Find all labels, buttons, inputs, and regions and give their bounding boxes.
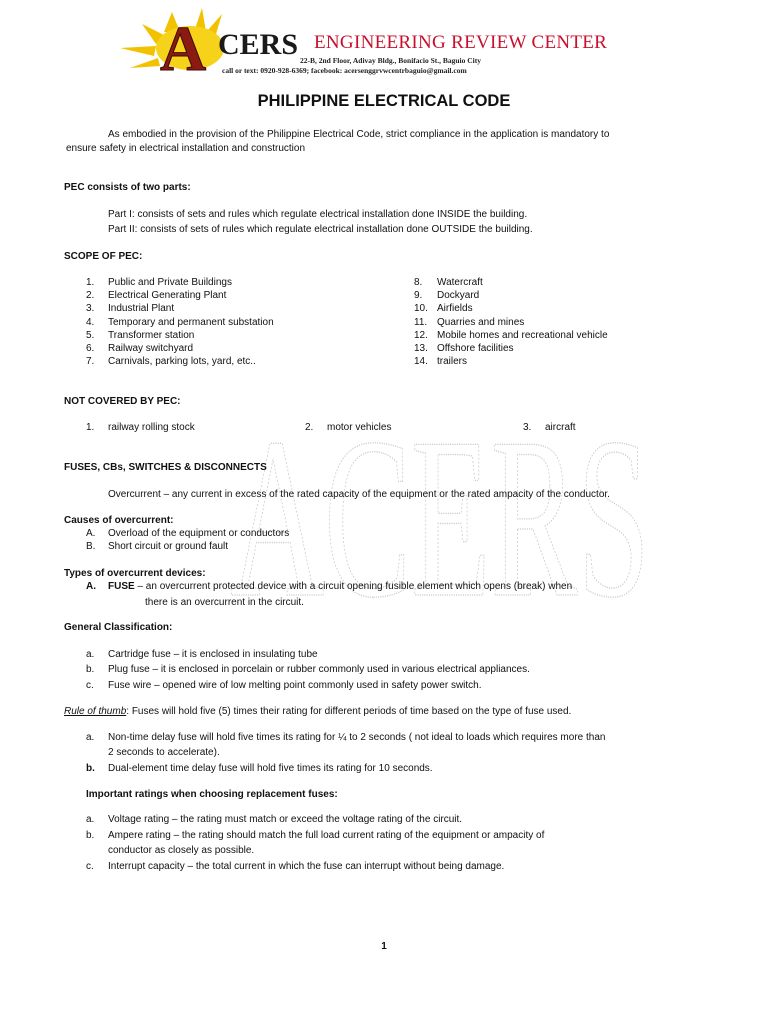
list-item-num: 2. <box>86 290 95 301</box>
list-item-label: a. <box>86 814 95 825</box>
list-item-label: c. <box>86 861 94 872</box>
fuse-term: FUSE <box>108 581 135 592</box>
list-item-num: 9. <box>414 290 423 301</box>
list-item-label: c. <box>86 680 94 691</box>
list-item-continued: conductor as closely as possible. <box>108 845 255 856</box>
list-item: Dockyard <box>437 290 480 301</box>
fuse-definition-text: – an overcurrent protected device with a circuit opening fusible element which opens (break) when <box>134 581 573 592</box>
list-item: Dual-element time delay fuse will hold five times its rating for 10 seconds. <box>108 763 433 774</box>
list-item: motor vehicles <box>327 422 392 433</box>
contact-line: call or text: 0920-928-6369; facebook: acersenggrvwcentrbaguio@gmail.com <box>222 66 467 75</box>
types-heading: Types of overcurrent devices: <box>64 568 206 579</box>
list-item: Electrical Generating Plant <box>108 290 227 301</box>
list-item-label: B. <box>86 541 96 552</box>
fuses-heading: FUSES, CBs, SWITCHES & DISCONNECTS <box>64 462 267 473</box>
list-item-label: A. <box>86 581 96 592</box>
list-item-num: 3. <box>523 422 532 433</box>
scope-heading: SCOPE OF PEC: <box>64 251 143 262</box>
list-item-num: 14. <box>414 356 428 367</box>
page-number: 1 <box>381 941 387 952</box>
list-item-num: 3. <box>86 303 95 314</box>
pec-parts-heading: PEC consists of two parts: <box>64 182 191 193</box>
list-item: Fuse wire – opened wire of low melting point commonly used in safety power switch. <box>108 680 482 691</box>
list-item: Industrial Plant <box>108 303 175 314</box>
intro-line-2: ensure safety in electrical installation and construction <box>66 143 306 154</box>
list-item-num: 8. <box>414 277 423 288</box>
ratings-heading: Important ratings when choosing replacement fuses: <box>86 789 338 800</box>
list-item: Overload of the equipment or conductors <box>108 528 290 539</box>
rule-of-thumb <box>64 705 571 718</box>
center-name: ENGINEERING REVIEW CENTER <box>314 32 608 53</box>
list-item: Temporary and permanent substation <box>108 317 274 328</box>
list-item: Short circuit or ground fault <box>108 541 229 552</box>
list-item: trailers <box>437 356 468 367</box>
list-item: Railway switchyard <box>108 343 194 354</box>
list-item-label: b. <box>86 763 95 774</box>
list-item: Airfields <box>437 303 473 314</box>
list-item: Offshore facilities <box>437 343 514 354</box>
page-title: PHILIPPINE ELECTRICAL CODE <box>257 92 511 110</box>
list-item-num: 10. <box>414 303 428 314</box>
list-item: railway rolling stock <box>108 422 195 433</box>
list-item-label: b. <box>86 664 95 675</box>
classification-heading: General Classification: <box>64 622 173 633</box>
watermark-text: ACERS <box>230 395 650 615</box>
list-item-continued: 2 seconds to accelerate). <box>108 747 220 758</box>
list-item: aircraft <box>545 422 576 433</box>
list-item: Cartridge fuse – it is enclosed in insulating tube <box>108 649 318 660</box>
list-item-num: 1. <box>86 422 95 433</box>
list-item-label: a. <box>86 649 95 660</box>
list-item: Public and Private Buildings <box>108 277 232 288</box>
list-item: Plug fuse – it is enclosed in porcelain or rubber commonly used in various electrical appliances. <box>108 664 530 675</box>
rule-of-thumb-text: : Fuses will hold five (5) times their rating for different periods of time based on the type of fuse used. <box>126 706 572 717</box>
list-item: Voltage rating – the rating must match or exceed the voltage rating of the circuit. <box>108 814 463 825</box>
list-item-label: A. <box>86 528 96 539</box>
list-item: Mobile homes and recreational vehicle <box>437 330 608 341</box>
list-item: Non-time delay fuse will hold five times its rating for ¼ to 2 seconds ( not ideal to loads which requires more than <box>108 732 606 743</box>
list-item-num: 4. <box>86 317 95 328</box>
list-item-label: b. <box>86 830 95 841</box>
not-covered-heading: NOT COVERED BY PEC: <box>64 396 181 407</box>
address-line: 22-B, 2nd Floor, Adivay Bldg., Bonifacio St., Baguio City <box>300 56 482 65</box>
list-item: Watercraft <box>437 277 483 288</box>
list-item-num: 2. <box>305 422 314 433</box>
logo-text: CERS <box>218 28 299 61</box>
list-item-num: 12. <box>414 330 428 341</box>
list-item-num: 11. <box>414 317 428 328</box>
list-item-label: a. <box>86 732 95 743</box>
list-item: Quarries and mines <box>437 317 525 328</box>
list-item-num: 7. <box>86 356 95 367</box>
list-item-num: 1. <box>86 277 95 288</box>
pec-part-1: Part I: consists of sets and rules which regulate electrical installation done INSIDE the building. <box>108 209 528 220</box>
list-item: Transformer station <box>108 330 195 341</box>
fuse-definition-line-2: there is an overcurrent in the circuit. <box>145 597 304 608</box>
logo-letter-a: A <box>160 13 207 76</box>
overcurrent-definition: Overcurrent – any current in excess of the rated capacity of the equipment or the rated ampacity of the conductor. <box>108 489 610 500</box>
rule-of-thumb-label: Rule of thumb <box>64 706 127 717</box>
list-item: Interrupt capacity – the total current in which the fuse can interrupt without being damage. <box>108 861 505 872</box>
list-item: Ampere rating – the rating should match the full load current rating of the equipment or ampacity of <box>108 830 545 841</box>
intro-line-1: As embodied in the provision of the Philippine Electrical Code, strict compliance in the application is mandatory to <box>108 129 610 140</box>
fuse-definition <box>108 580 572 593</box>
causes-heading: Causes of overcurrent: <box>64 515 174 526</box>
pec-part-2: Part II: consists of sets of rules which regulate electrical installation done OUTSIDE the building. <box>108 224 533 235</box>
list-item-num: 13. <box>414 343 428 354</box>
list-item: Carnivals, parking lots, yard, etc.. <box>108 356 256 367</box>
list-item-num: 6. <box>86 343 95 354</box>
list-item-num: 5. <box>86 330 95 341</box>
